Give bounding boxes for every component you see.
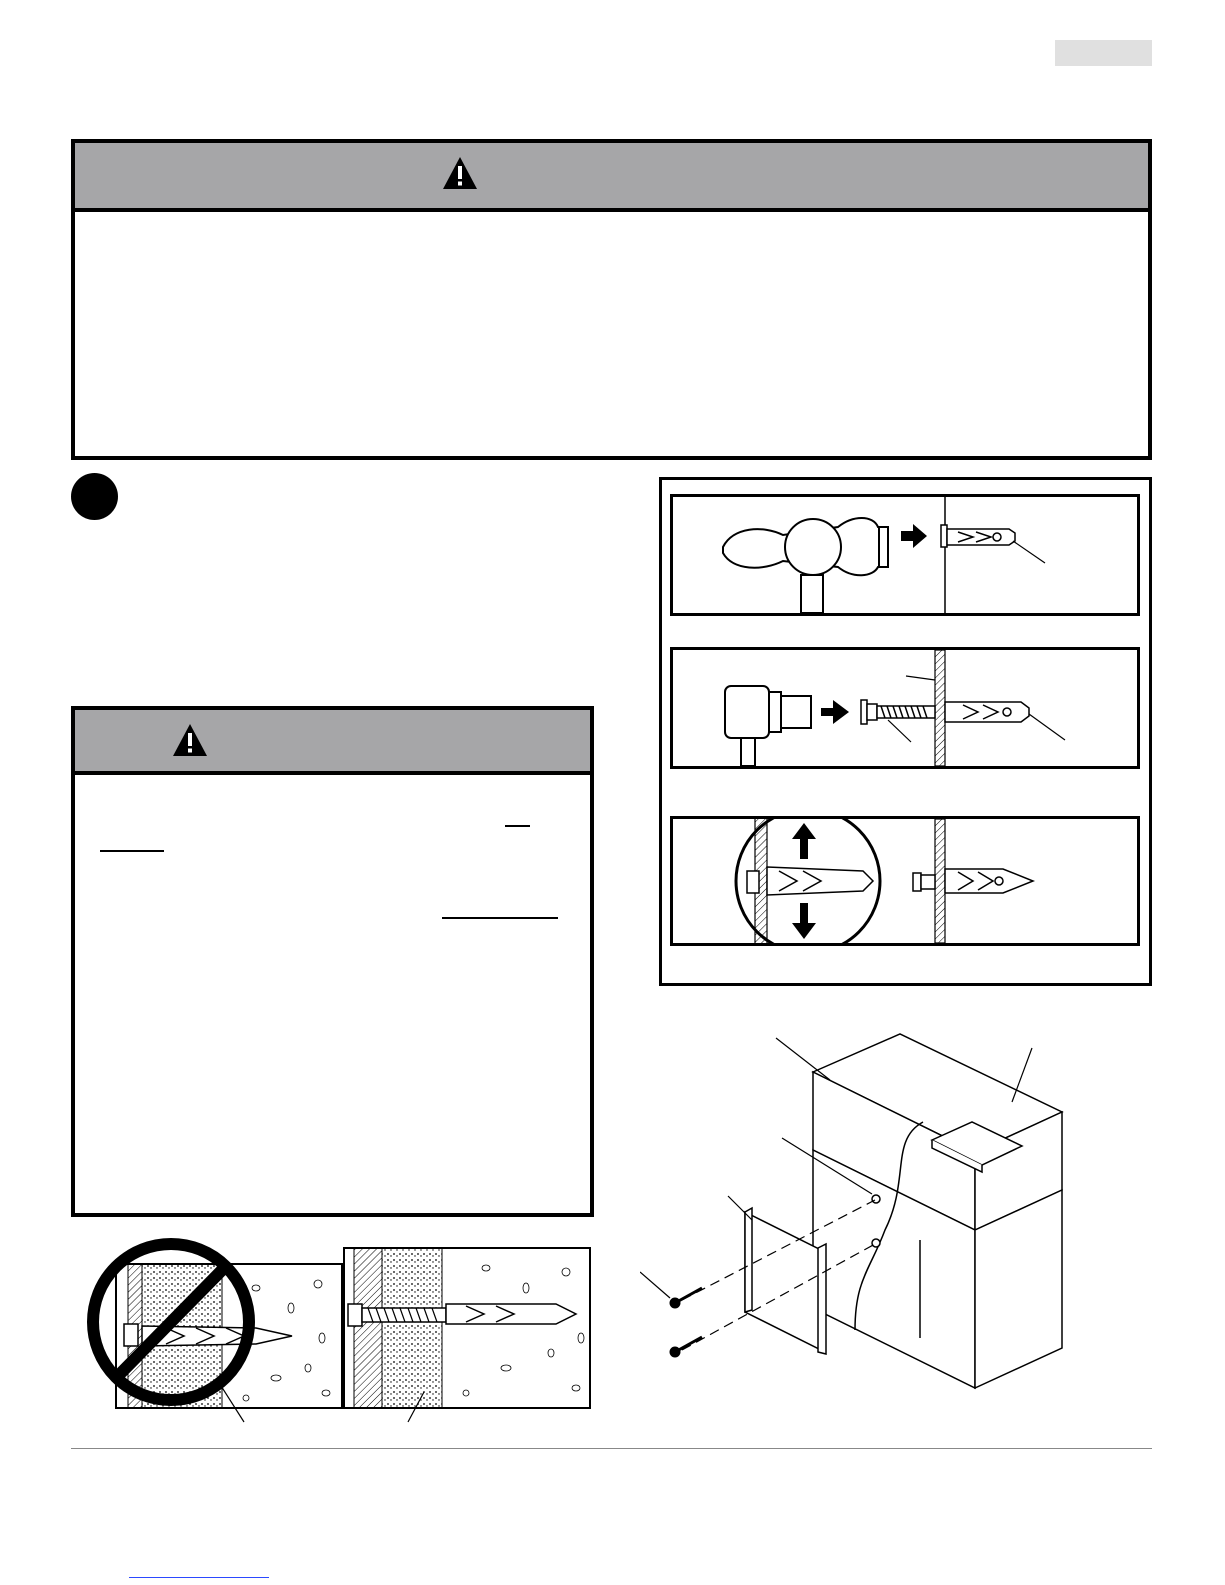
lag-bolt-icon [861, 700, 935, 724]
lag-bolt-icon [671, 1288, 702, 1356]
arrow-right-icon [901, 524, 927, 548]
step-marker-icon [71, 473, 118, 520]
correct-installation-panel [344, 1248, 590, 1422]
hammer-icon [723, 518, 888, 613]
magnifier-detail-icon [736, 819, 880, 943]
warning-body-top [75, 212, 1148, 456]
underline-mark [442, 917, 558, 919]
warning-triangle-icon [442, 156, 478, 190]
anchor-icon [945, 702, 1029, 722]
underline-mark [505, 825, 530, 827]
underline-mark [100, 850, 164, 852]
panel-hammer-anchor [670, 494, 1140, 616]
warning-header-top [75, 143, 1148, 212]
footer-rule [71, 1448, 1152, 1449]
cross-section-comparison [86, 1228, 606, 1438]
page-number-tag [1055, 40, 1152, 66]
anchor-icon [941, 525, 1015, 547]
panel-anchor-expand [670, 816, 1140, 946]
panel-wrench-bolt [670, 647, 1140, 769]
footer-link[interactable] [129, 1577, 269, 1578]
warning-box-left [71, 706, 594, 1217]
socket-wrench-icon [725, 686, 811, 766]
anchor-steps-frame [659, 477, 1152, 986]
warning-header-left [75, 710, 590, 775]
warning-body-left [75, 775, 590, 1213]
cinder-block-assembly [640, 1030, 1070, 1410]
arrow-right-icon [821, 700, 849, 724]
expanded-anchor-icon [913, 869, 1033, 893]
warning-triangle-icon [172, 723, 208, 757]
warning-box-top [71, 139, 1152, 460]
